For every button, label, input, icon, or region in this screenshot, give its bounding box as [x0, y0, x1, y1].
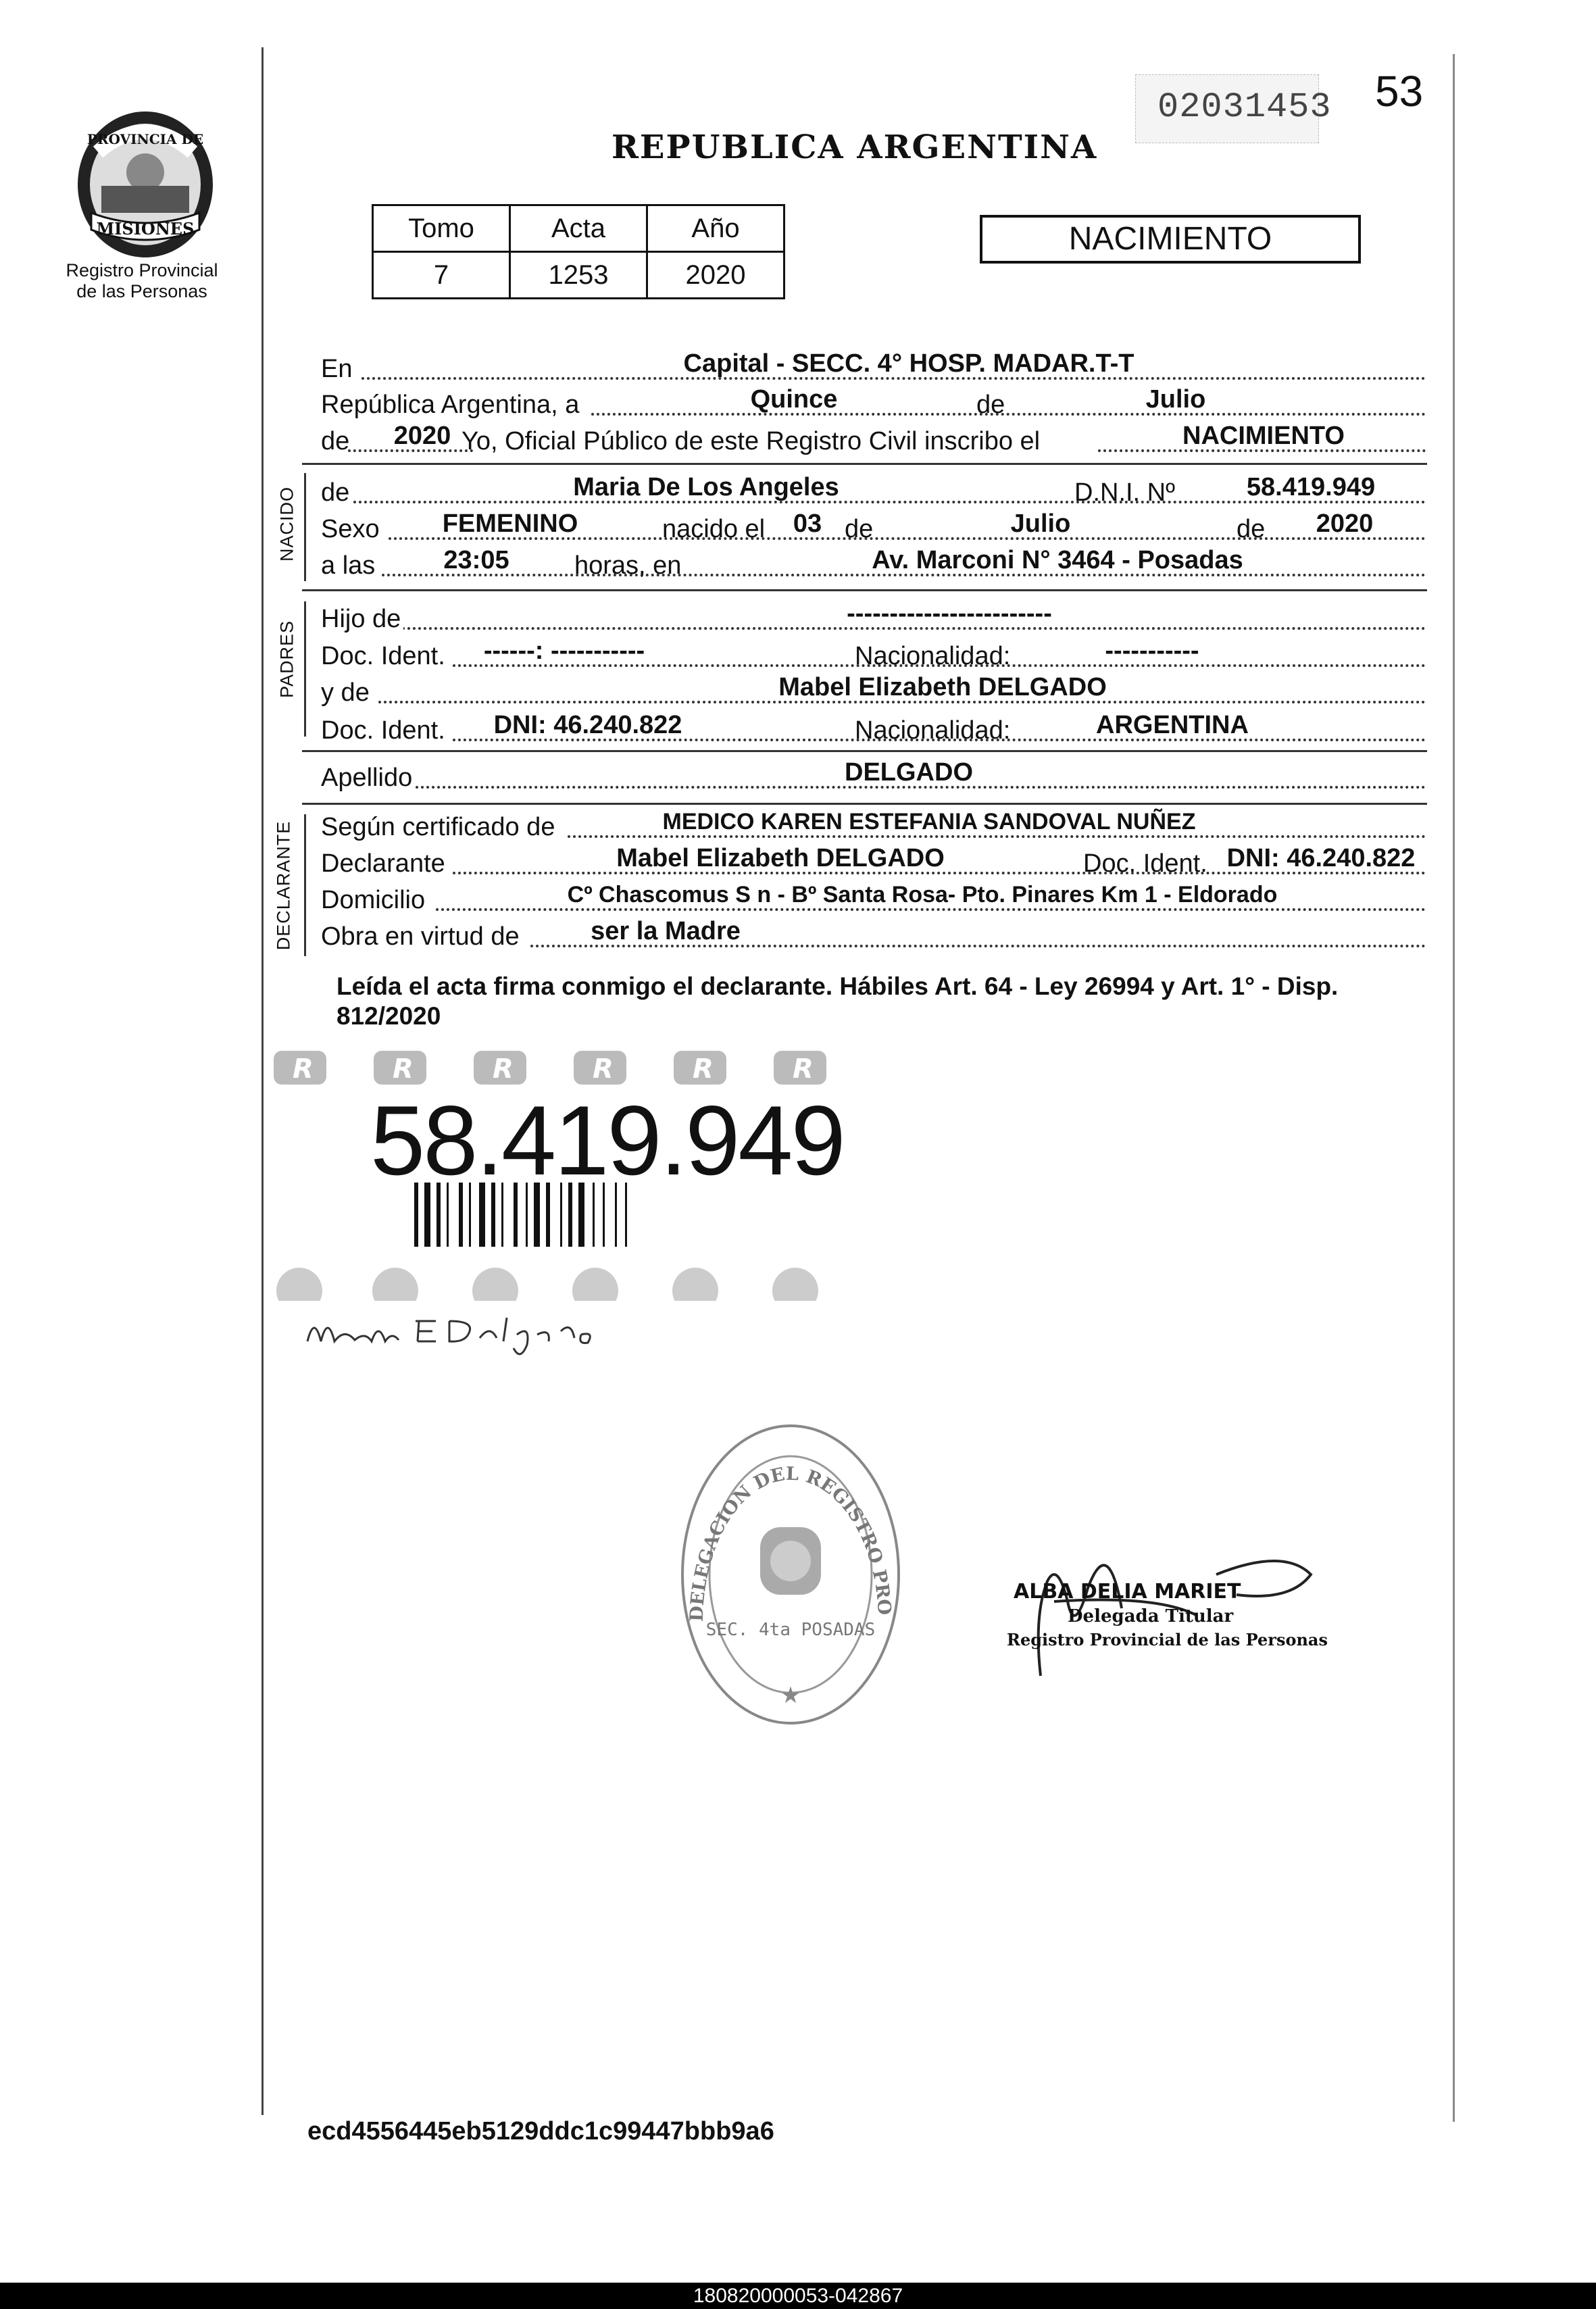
row-hijo: [321, 601, 1426, 635]
section-label-nacido: NACIDO: [276, 487, 297, 562]
value-doc1: ------: -----------: [483, 637, 645, 665]
value-birth-day: 03: [793, 510, 822, 538]
act-type-box: NACIMIENTO: [980, 215, 1361, 264]
header-ano: Año: [647, 205, 784, 252]
label-obra: Obra en virtud de: [321, 923, 522, 950]
label-nac1: Nacionalidad:: [855, 642, 1011, 670]
value-birth-month: Julio: [1010, 510, 1071, 538]
officer-text: Yo, Oficial Público de este Registro Civil inscribo el: [462, 427, 1041, 455]
label-nacido-el: nacido el: [662, 515, 766, 543]
row-en: [321, 351, 1426, 385]
label-declarante: Declarante: [321, 850, 448, 877]
value-birth-year: 2020: [1316, 510, 1374, 538]
label-birth-de2: de: [1237, 515, 1266, 543]
value-declarante: Mabel Elizabeth DELGADO: [616, 844, 945, 872]
value-obra: ser la Madre: [591, 917, 741, 945]
official-title: Delegada Titular: [1068, 1606, 1234, 1627]
watermark-r-6: R: [793, 1053, 814, 1085]
value-sexo: FEMENINO: [442, 510, 578, 538]
stamp-star-icon: ★: [780, 1683, 801, 1708]
document-title: REPUBLICA ARGENTINA: [612, 128, 1098, 166]
watermark-r-3: R: [493, 1053, 514, 1085]
row-domicilio: [321, 883, 1426, 916]
registry-name: Registro Provincial de las Personas: [66, 260, 218, 301]
row-yde: [321, 675, 1426, 709]
page-number: 53: [1375, 67, 1424, 116]
svg-text:MISIONES: MISIONES: [96, 219, 195, 239]
value-year: 2020: [393, 422, 451, 450]
value-en: Capital - SECC. 4° HOSP. MADAR.T-T: [683, 349, 1134, 378]
label-apellido: Apellido: [321, 764, 415, 791]
official-stamp: [676, 1419, 905, 1730]
label-doc2: Doc. Ident.: [321, 717, 448, 744]
right-margin-line: [1453, 54, 1455, 2122]
row-cert: [321, 810, 1426, 843]
official-signature: [993, 1520, 1345, 1710]
label-domicilio: Domicilio: [321, 887, 428, 914]
separator-1: [302, 463, 1427, 465]
separator-4: [302, 803, 1427, 805]
watermark-r-4: R: [593, 1053, 614, 1085]
label-horas: horas, en: [574, 551, 682, 580]
value-hijo: ------------------------: [847, 599, 1052, 628]
value-time: 23:05: [443, 546, 509, 574]
nacido-bracket: [304, 473, 306, 581]
sticker-dni-number: 58.419.949: [370, 1085, 844, 1195]
row-republica: [321, 387, 1426, 421]
value-yde: Mabel Elizabeth DELGADO: [778, 673, 1107, 701]
value-tomo: 7: [373, 252, 510, 299]
declarant-signature: [297, 1294, 601, 1368]
section-label-padres: PADRES: [276, 620, 297, 699]
footer-bar: [0, 2283, 1596, 2309]
value-domicilio: Cº Chascomus S n - Bº Santa Rosa- Pto. Pinares Km 1 - Eldorado: [567, 882, 1278, 908]
row-sexo: [321, 512, 1426, 545]
row-doc2: [321, 713, 1426, 747]
value-dni: 58.419.949: [1246, 473, 1376, 501]
row-year: [321, 424, 1426, 457]
header-tomo: Tomo: [373, 205, 510, 252]
legal-text: Leída el acta firma conmigo el declarante. Hábiles Art. 64 - Ley 26994 y Art. 1° - Disp. 812/2020: [336, 972, 1339, 1030]
label-alas: a las: [321, 552, 378, 579]
header-acta: Acta: [510, 205, 647, 252]
value-day: Quince: [750, 385, 838, 414]
value-ano: 2020: [647, 252, 784, 299]
value-nac1: -----------: [1105, 637, 1199, 665]
value-month: Julio: [1145, 385, 1206, 414]
row-doc1: [321, 639, 1426, 672]
value-cert: MEDICO KAREN ESTEFANIA SANDOVAL NUÑEZ: [662, 809, 1196, 835]
label-doc1: Doc. Ident.: [321, 643, 448, 670]
province-seal-logo: [71, 105, 220, 260]
left-margin-line: [261, 47, 264, 2115]
label-hijo: Hijo de: [321, 605, 403, 632]
stamp-ring-text: DELEGACION DEL REGISTRO PRO: [686, 1463, 895, 1622]
stamp-inner-text: SEC. 4ta POSADAS: [705, 1620, 876, 1640]
label-de: de: [976, 391, 1005, 419]
label-republica: República Argentina, a: [321, 391, 582, 418]
row-apellido: [321, 760, 1426, 794]
label-nac2: Nacionalidad:: [855, 716, 1011, 745]
footer-code: 180820000053-042867: [693, 2285, 903, 2307]
row-nacido-name: [321, 475, 1426, 509]
label-birth-de: de: [845, 515, 874, 543]
declarante-bracket: [304, 814, 306, 956]
watermark-r-1: R: [293, 1053, 314, 1085]
value-apellido: DELGADO: [845, 758, 973, 787]
value-doc2: DNI: 46.240.822: [493, 711, 682, 739]
label-nacido-de: de: [321, 479, 352, 506]
value-acta: 1253: [510, 252, 647, 299]
watermark-r-2: R: [393, 1053, 414, 1085]
value-place: Av. Marconi N° 3464 - Posadas: [872, 546, 1243, 574]
separator-2: [302, 589, 1427, 591]
watermark-r-5: R: [693, 1053, 714, 1085]
value-name: Maria De Los Angeles: [573, 473, 839, 501]
label-cert: Según certificado de: [321, 814, 557, 841]
value-registered: NACIMIENTO: [1182, 422, 1345, 450]
value-nac2: ARGENTINA: [1096, 711, 1249, 739]
label-dni: D.N.I. Nº: [1074, 478, 1175, 507]
value-decl-doc: DNI: 46.240.822: [1226, 844, 1416, 872]
serial-number-box: [1135, 74, 1332, 143]
serial-number: 02031453: [1157, 87, 1332, 127]
separator-3: [302, 750, 1427, 752]
row-obra: [321, 919, 1426, 953]
label-de2: de: [321, 427, 350, 455]
label-yde: y de: [321, 679, 372, 706]
row-declarante: [321, 846, 1426, 880]
svg-text:PROVINCIA DE: PROVINCIA DE: [86, 131, 204, 147]
document-hash: ecd4556445eb5129ddc1c99447bbb9a6: [307, 2117, 774, 2145]
section-label-declarante: DECLARANTE: [273, 820, 294, 951]
label-en: En: [321, 355, 355, 382]
row-alas: [321, 548, 1426, 582]
label-sexo: Sexo: [321, 516, 382, 543]
label-decl-doc: Doc. Ident.: [1083, 849, 1207, 878]
padres-bracket: [304, 601, 306, 737]
official-name: ALBA DELIA MARIET: [1014, 1580, 1241, 1604]
registry-table: [372, 204, 785, 299]
official-org: Registro Provincial de las Personas: [1007, 1630, 1328, 1649]
